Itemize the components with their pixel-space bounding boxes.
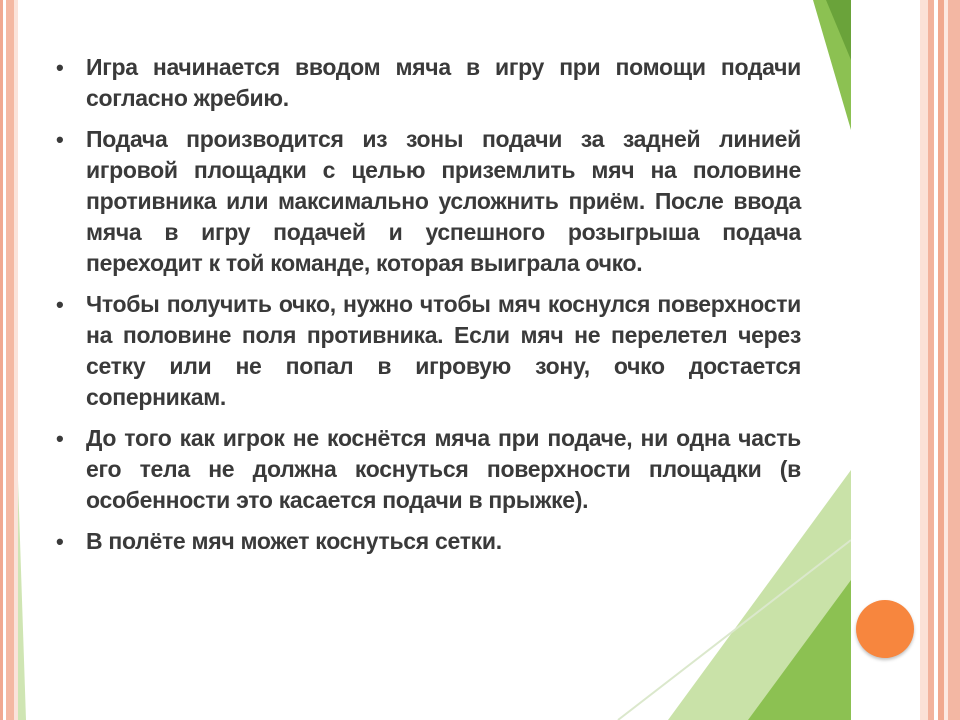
orange-circle-decoration [856, 600, 914, 658]
right-frame-border [920, 0, 960, 720]
bullet-item [56, 124, 801, 279]
bullet-text: Подача производится из зоны подачи за задней линией игровой площадки с целью приземлить мяч на половине противника или максимально усложнить приём. После ввода мяча в игру подачей и успешного розыгрыша подача переходит к той команде, которая выиграла очко. [86, 126, 801, 276]
bullet-item [56, 52, 801, 114]
bullet-text: В полёте мяч может коснуться сетки. [86, 528, 502, 554]
bullet-item [56, 526, 801, 557]
green-sliver-left [18, 480, 26, 720]
bullet-marker: • [56, 292, 64, 317]
bullet-item [56, 423, 801, 516]
left-frame-border [0, 0, 18, 720]
bullet-marker: • [56, 127, 64, 152]
bullet-list [56, 52, 801, 567]
bullet-item [56, 289, 801, 413]
bullet-marker: • [56, 55, 64, 80]
bullet-text: Игра начинается вводом мяча в игру при помощи подачи согласно жребию. [86, 54, 801, 111]
bullet-text: Чтобы получить очко, нужно чтобы мяч коснулся поверхности на половине поля противника. Если мяч не перелетел через сетку или не попал в игровую зону, очко достается соперникам. [86, 291, 801, 410]
bullet-marker: • [56, 529, 64, 554]
bullet-text: До того как игрок не коснётся мяча при подаче, ни одна часть его тела не должна коснуться поверхности площадки (в особенности это касается подачи в прыжке). [86, 425, 801, 513]
bullet-marker: • [56, 426, 64, 451]
content-image [18, 0, 851, 720]
